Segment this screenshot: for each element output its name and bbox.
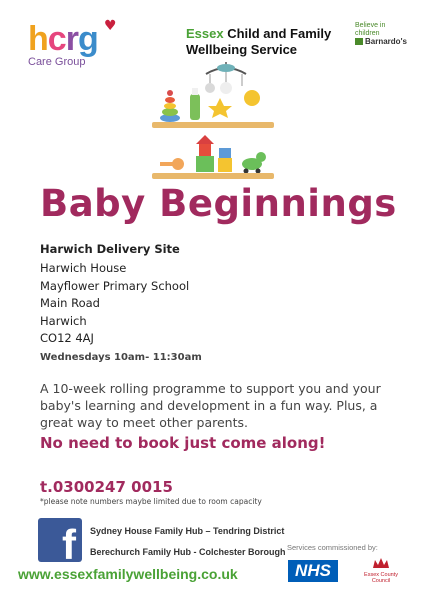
bottle-icon: [190, 94, 200, 120]
essex-county-council-logo: [356, 556, 406, 584]
rattle-icon: [160, 158, 184, 170]
crest-icon: [371, 556, 391, 570]
capacity-note: *please note numbers maybe limited due to room capacity: [40, 497, 262, 506]
star-icon: [208, 98, 232, 118]
address-line: Mayflower Primary School: [40, 278, 190, 293]
nhs-logo: NHS: [288, 560, 338, 582]
sun-icon: [244, 90, 260, 106]
no-booking-notice: No need to book just come along!: [40, 434, 326, 452]
essex-word: Essex: [186, 26, 224, 41]
address-line: Harwich House: [40, 261, 127, 275]
address-block: [40, 260, 189, 348]
barnardos-icon: [355, 38, 363, 45]
essex-line1: Child and Family: [223, 26, 332, 41]
page-title: Baby Beginnings: [40, 182, 397, 225]
barnardos-logo: [355, 22, 407, 46]
facebook-icon[interactable]: f: [38, 518, 82, 562]
ring-stacker-icon: [160, 90, 180, 122]
toy-blocks-icon: [196, 135, 232, 172]
phone-number[interactable]: t.0300247 0015: [40, 478, 173, 496]
logo-subtitle: Care Group: [28, 56, 86, 68]
description: A 10-week rolling programme to support you and your baby's learning and development in a fun way. Plus, a great way to meet other parents.: [40, 381, 381, 430]
toy-dog-icon: [242, 152, 266, 174]
hub-berechurch[interactable]: Berechurch Family Hub - Colchester Borough: [90, 547, 286, 557]
hub-sydney-house[interactable]: Sydney House Family Hub – Tendring District: [90, 526, 285, 536]
address-line: CO12 4AJ: [40, 331, 94, 345]
bottom-shelf-icon: [152, 173, 274, 179]
website-link[interactable]: www.essexfamilywellbeing.co.uk: [18, 566, 238, 582]
address-line: Harwich: [40, 313, 87, 328]
barnardos-name: Barnardo's: [365, 37, 407, 46]
top-shelf-icon: [152, 122, 274, 128]
essex-service-logo: [186, 26, 346, 58]
barnardos-line1: Believe in: [355, 22, 386, 29]
logo-letter: c: [47, 20, 66, 58]
commissioned-label: Services commissioned by:: [287, 543, 378, 552]
ecc-label: Essex County Council: [364, 572, 398, 584]
logo-letter: g: [77, 20, 98, 58]
site-heading: Harwich Delivery Site: [40, 242, 180, 256]
heart-icon: ♥: [104, 18, 117, 34]
barnardos-line2: children: [355, 30, 380, 37]
mobile-icon: [205, 62, 246, 94]
session-times: Wednesdays 10am- 11:30am: [40, 352, 202, 363]
address-line: Main Road: [40, 296, 100, 310]
logo-letter: r: [65, 20, 78, 58]
essex-line2: Wellbeing Service: [186, 42, 298, 57]
logo-letter: h: [28, 20, 48, 58]
nursery-shelves-illustration: [148, 60, 278, 195]
hcrg-logo: [28, 22, 138, 72]
